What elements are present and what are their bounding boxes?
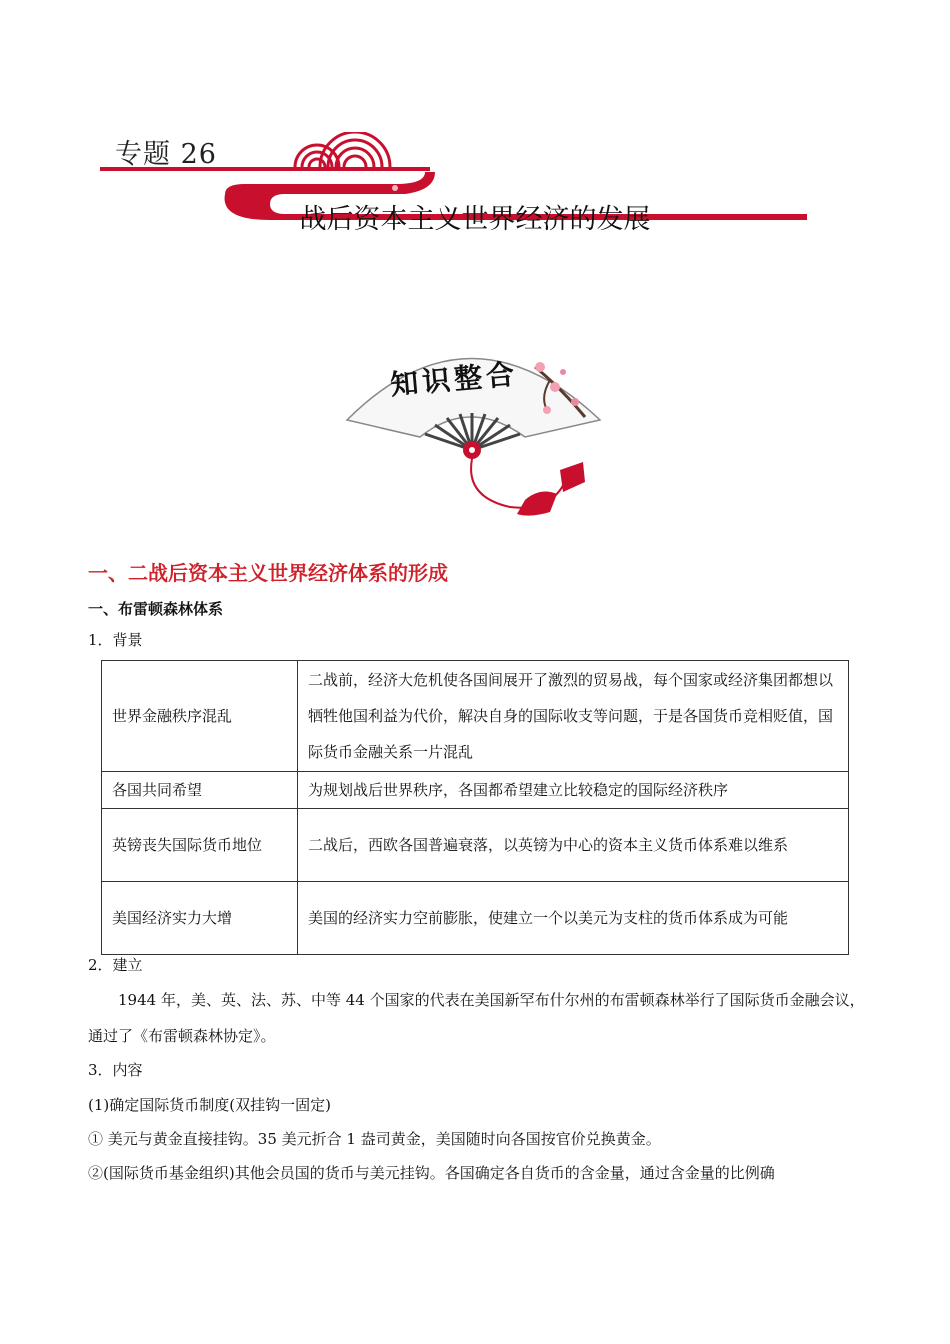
section-heading: 一、二战后资本主义世界经济体系的形成 <box>88 561 448 585</box>
fan-illustration <box>335 322 610 522</box>
establishment-paragraph: 1944 年，美、英、法、苏、中等 44 个国家的代表在美国新罕布什尔州的布雷顿森林举行了国际货币金融会议，通过了《布雷顿森林协定》。 <box>88 991 865 1045</box>
table-row <box>102 882 849 955</box>
content-subheading: (1)确定国际货币制度(双挂钩一固定) <box>88 1096 331 1114</box>
table-cell-left: 英镑丧失国际货币地位 <box>102 809 298 882</box>
table-cell-right: 二战后，西欧各国普遍衰落，以英镑为中心的资本主义货币体系难以维系 <box>298 809 849 882</box>
table-row <box>102 772 849 809</box>
table-cell-right: 二战前，经济大危机使各国间展开了激烈的贸易战，每个国家或经济集团都想以牺牲他国利益为代价，解决自身的国际收支等问题，于是各国货币竞相贬值，国际货币金融关系一片混乱 <box>298 661 849 772</box>
sub-heading: 一、布雷顿森林体系 <box>88 600 224 618</box>
table-cell-right: 美国的经济实力空前膨胀，使建立一个以美元为支柱的货币体系成为可能 <box>298 882 849 955</box>
knowledge-integration-badge: 知识整合 <box>388 357 520 402</box>
item-title-content: 3．内容 <box>88 1061 143 1079</box>
content-point-2: ②(国际货币基金组织)其他会员国的货币与美元挂钩。各国确定各自货币的含金量，通过含金量的比例确 <box>88 1164 775 1182</box>
item-title-establishment: 2．建立 <box>88 956 143 974</box>
table-cell-left: 美国经济实力大增 <box>102 882 298 955</box>
content-point-1: ① 美元与黄金直接挂钩。35 美元折合 1 盎司黄金，美国随时向各国按官价兑换黄金。 <box>88 1130 661 1148</box>
document-title: 战后资本主义世界经济的发展 <box>299 204 651 235</box>
table-cell-left: 世界金融秩序混乱 <box>102 661 298 772</box>
table-row <box>102 661 849 772</box>
table-cell-left: 各国共同希望 <box>102 772 298 809</box>
table-row <box>102 809 849 882</box>
topic-label: 专题 26 <box>115 139 217 170</box>
background-table <box>101 660 849 955</box>
table-cell-right: 为规划战后世界秩序，各国都希望建立比较稳定的国际经济秩序 <box>298 772 849 809</box>
item-title-background: 1．背景 <box>88 631 143 649</box>
